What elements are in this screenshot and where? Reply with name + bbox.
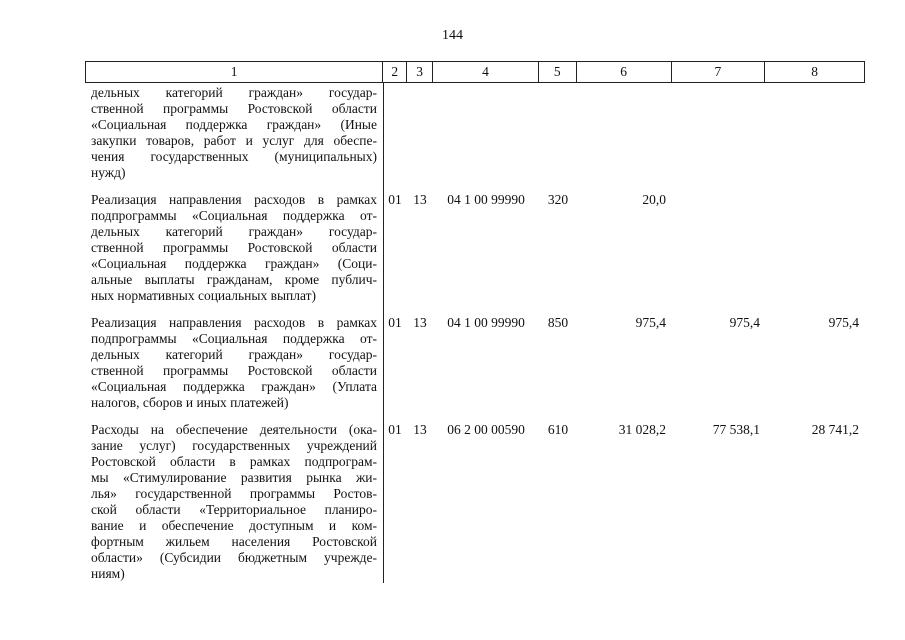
- column-header-3: 3: [407, 62, 433, 82]
- column-header-8: 8: [811, 64, 819, 79]
- description-line: налогов, сборов и иных платежей): [91, 395, 289, 410]
- description-line: «Социальная поддержка граждан» (Уплата: [91, 379, 377, 394]
- description-line: ниям): [91, 566, 125, 581]
- description-line: закупки товаров, работ и услуг для обеспе-: [91, 133, 377, 148]
- description-line: лья» государственной программы Ростов-: [91, 486, 377, 501]
- column-header-1: 1: [86, 62, 383, 82]
- description-line: вание и обеспечение доступным и ком-: [91, 518, 377, 533]
- amount-col-8: [766, 85, 865, 181]
- amount-col-6: 31 028,2: [618, 422, 666, 437]
- description-line: области» (Субсидии бюджетным учрежде-: [91, 550, 377, 565]
- description-line: альные выплаты гражданам, кроме публич-: [91, 272, 377, 287]
- description-line: ных нормативных социальных выплат): [91, 288, 317, 303]
- column-header-5: 5: [539, 62, 577, 82]
- description-line: Расходы на обеспечение деятельности (ока-: [91, 422, 377, 437]
- section-code: 01: [388, 315, 402, 330]
- table-row: [85, 315, 865, 411]
- target-article-code: 04 1 00 99990: [447, 315, 525, 330]
- row-description: [85, 192, 383, 304]
- table-row: [85, 422, 865, 582]
- section-code: [383, 85, 407, 181]
- description-line: ской области «Территориальное планиро-: [91, 502, 377, 517]
- description-line: «Социальная поддержка граждан» (Соци-: [91, 256, 377, 271]
- description-line: «Социальная поддержка граждан» (Иные: [91, 117, 377, 132]
- description-line: зание услуг) государственных учреждений: [91, 438, 377, 453]
- description-line: ственной программы Ростовской области: [91, 101, 377, 116]
- amount-col-7: 975,4: [729, 315, 760, 330]
- row-description: [85, 85, 383, 181]
- subsection-code: [407, 85, 433, 181]
- table-row: [85, 85, 865, 181]
- description-line: чения государственных (муниципальных): [91, 149, 377, 164]
- amount-col-7: [672, 85, 766, 181]
- target-article-code: 06 2 00 00590: [447, 422, 525, 437]
- table-header: [85, 61, 865, 83]
- expense-type-code: 850: [547, 315, 569, 330]
- subsection-code: 13: [413, 422, 427, 437]
- description-line: Реализация направления расходов в рамках: [91, 192, 377, 207]
- amount-col-7: [672, 192, 766, 304]
- column-header-6: 6: [577, 62, 672, 82]
- amount-col-6: 975,4: [635, 315, 666, 330]
- expense-type-code: 610: [547, 422, 569, 437]
- target-article-code: 04 1 00 99990: [447, 192, 525, 207]
- page-number: 144: [442, 28, 463, 43]
- section-code: 01: [388, 192, 402, 207]
- column-header-7: 7: [672, 62, 766, 82]
- description-line: дельных категорий граждан» государ-: [91, 224, 377, 239]
- description-line: нужд): [91, 165, 126, 180]
- amount-col-8: 28 741,2: [811, 422, 859, 437]
- amount-col-8: 975,4: [828, 315, 859, 330]
- amount-col-6: 20,0: [642, 192, 666, 207]
- description-line: подпрограммы «Социальная поддержка от-: [91, 331, 377, 346]
- amount-col-7: 77 538,1: [712, 422, 760, 437]
- subsection-code: 13: [413, 192, 427, 207]
- description-line: подпрограммы «Социальная поддержка от-: [91, 208, 377, 223]
- column-header-4: 4: [433, 62, 539, 82]
- description-line: ственной программы Ростовской области: [91, 240, 377, 255]
- description-line: дельных категорий граждан» государ-: [91, 85, 377, 100]
- description-line: Ростовской области в рамках подпрограм-: [91, 454, 377, 469]
- expense-type-code: [539, 85, 577, 181]
- amount-col-6: [577, 85, 672, 181]
- description-line: фортным жильем населения Ростовской: [91, 534, 377, 549]
- description-line: дельных категорий граждан» государ-: [91, 347, 377, 362]
- subsection-code: 13: [413, 315, 427, 330]
- description-line: Реализация направления расходов в рамках: [91, 315, 377, 330]
- description-line: мы «Стимулирование развития рынка жи-: [91, 470, 377, 485]
- expense-type-code: 320: [547, 192, 569, 207]
- amount-col-8: [766, 192, 865, 304]
- target-article-code: [433, 85, 539, 181]
- row-description: [85, 422, 383, 582]
- table-body: [85, 85, 865, 593]
- row-description: [85, 315, 383, 411]
- column-header-2: 2: [383, 62, 407, 82]
- section-code: 01: [388, 422, 402, 437]
- description-line: ственной программы Ростовской области: [91, 363, 377, 378]
- table-row: [85, 192, 865, 304]
